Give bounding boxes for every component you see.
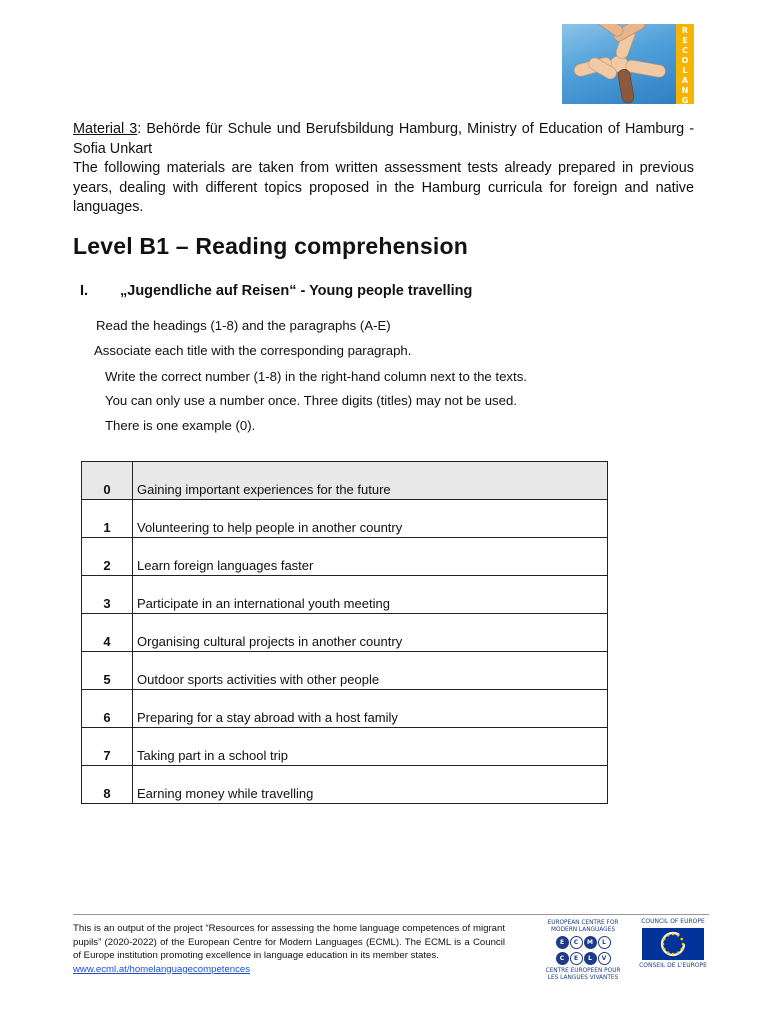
- ecml-letter-row: [542, 936, 624, 949]
- logo-letter: E: [682, 36, 688, 45]
- ecml-name-fr: CENTRE EUROPEEN POUR LES LANGUES VIVANTES: [545, 968, 621, 981]
- logo-letter: L: [682, 66, 688, 75]
- council-of-europe-logo: [638, 918, 708, 978]
- instruction-line: You can only use a number once. Three digits (titles) may not be used.: [105, 393, 517, 408]
- ecml-logo: [542, 920, 624, 981]
- ecml-letter-circle: V: [598, 952, 611, 965]
- ecml-letter-circle: E: [570, 952, 583, 965]
- heading-title: Gaining important experiences for the future: [133, 462, 608, 500]
- ecml-letter-row: [542, 952, 624, 965]
- instruction-line: There is one example (0).: [105, 418, 256, 433]
- ecml-letter-circle: L: [598, 936, 611, 949]
- heading-number: 3: [82, 576, 133, 614]
- intro-block: [73, 120, 694, 218]
- heading-title: Learn foreign languages faster: [133, 538, 608, 576]
- heading-number: 2: [82, 538, 133, 576]
- ecml-letter-circle: E: [556, 936, 569, 949]
- logo-letter: C: [682, 46, 688, 55]
- heading-number: 6: [82, 690, 133, 728]
- heading-number: 0: [82, 462, 133, 500]
- table-row: [82, 652, 608, 690]
- coe-name-fr: CONSEIL DE L'EUROPE: [639, 962, 707, 969]
- heading-number: 1: [82, 500, 133, 538]
- instruction-line: Write the correct number (1-8) in the right-hand column next to the texts.: [105, 369, 527, 384]
- table-row: [82, 462, 608, 500]
- table-row: [82, 690, 608, 728]
- heading-title: Participate in an international youth meeting: [133, 576, 608, 614]
- heading-title: Earning money while travelling: [133, 766, 608, 804]
- instruction-line: Read the headings (1-8) and the paragraphs (A-E): [96, 318, 391, 333]
- intro-paragraph: The following materials are taken from written assessment tests already prepared in previous years, dealing with different topics proposed in the Hamburg curricula for foreign and native languages.: [73, 160, 694, 215]
- table-row: [82, 728, 608, 766]
- footer-divider: [73, 914, 709, 915]
- ecml-letter-circle: C: [556, 952, 569, 965]
- heading-title: Outdoor sports activities with other people: [133, 652, 608, 690]
- recolang-logo: [562, 24, 694, 104]
- heading-number: 4: [82, 614, 133, 652]
- heading-title: Preparing for a stay abroad with a host family: [133, 690, 608, 728]
- headings-table: [81, 461, 608, 804]
- ecml-letter-circle: L: [584, 952, 597, 965]
- material-source: : Behörde für Schule und Berufsbildung Hamburg, Ministry of Education of Hamburg - Sofia Unkart: [73, 121, 695, 157]
- ecml-letter-circle: C: [570, 936, 583, 949]
- footer-text-block: [73, 922, 505, 976]
- footer-link[interactable]: www.ecml.at/homelanguagecompetences: [73, 963, 251, 975]
- hands-photo-image: [562, 24, 676, 104]
- table-row: [82, 500, 608, 538]
- section-number: I.: [80, 283, 89, 299]
- recolang-letter-strip: [676, 24, 694, 104]
- table-row: [82, 538, 608, 576]
- logo-letter: O: [681, 56, 689, 65]
- heading-title: Taking part in a school trip: [133, 728, 608, 766]
- page-title: Level B1 – Reading comprehension: [73, 233, 468, 259]
- section-heading: [80, 283, 472, 299]
- table-row: [82, 766, 608, 804]
- ecml-name-en: EUROPEAN CENTRE FOR MODERN LANGUAGES: [547, 920, 619, 933]
- logo-letter: R: [681, 26, 689, 35]
- section-title: „Jugendliche auf Reisen“ - Young people travelling: [120, 283, 473, 299]
- footer-statement: This is an output of the project “Resources for assessing the home language competences of migrant pupils” (2020-2022) of the European Centre for Modern Languages (ECML). The ECML is a Council of Europe institution promoting excellence in language education in its member states.: [73, 923, 505, 961]
- heading-number: 5: [82, 652, 133, 690]
- coe-name-en: COUNCIL OF EUROPE: [641, 918, 705, 925]
- material-label: Material 3: [73, 121, 138, 137]
- heading-number: 8: [82, 766, 133, 804]
- material-line: [73, 120, 694, 159]
- logo-letter: G: [681, 96, 689, 105]
- eu-stars-flag-icon: [642, 928, 704, 960]
- heading-title: Organising cultural projects in another country: [133, 614, 608, 652]
- table-row: [82, 614, 608, 652]
- table-row: [82, 576, 608, 614]
- heading-title: Volunteering to help people in another country: [133, 500, 608, 538]
- instruction-line: Associate each title with the corresponding paragraph.: [94, 343, 412, 358]
- heading-number: 7: [82, 728, 133, 766]
- logo-letter: A: [681, 76, 689, 85]
- logo-letter: N: [681, 86, 689, 95]
- ecml-letter-circle: M: [584, 936, 597, 949]
